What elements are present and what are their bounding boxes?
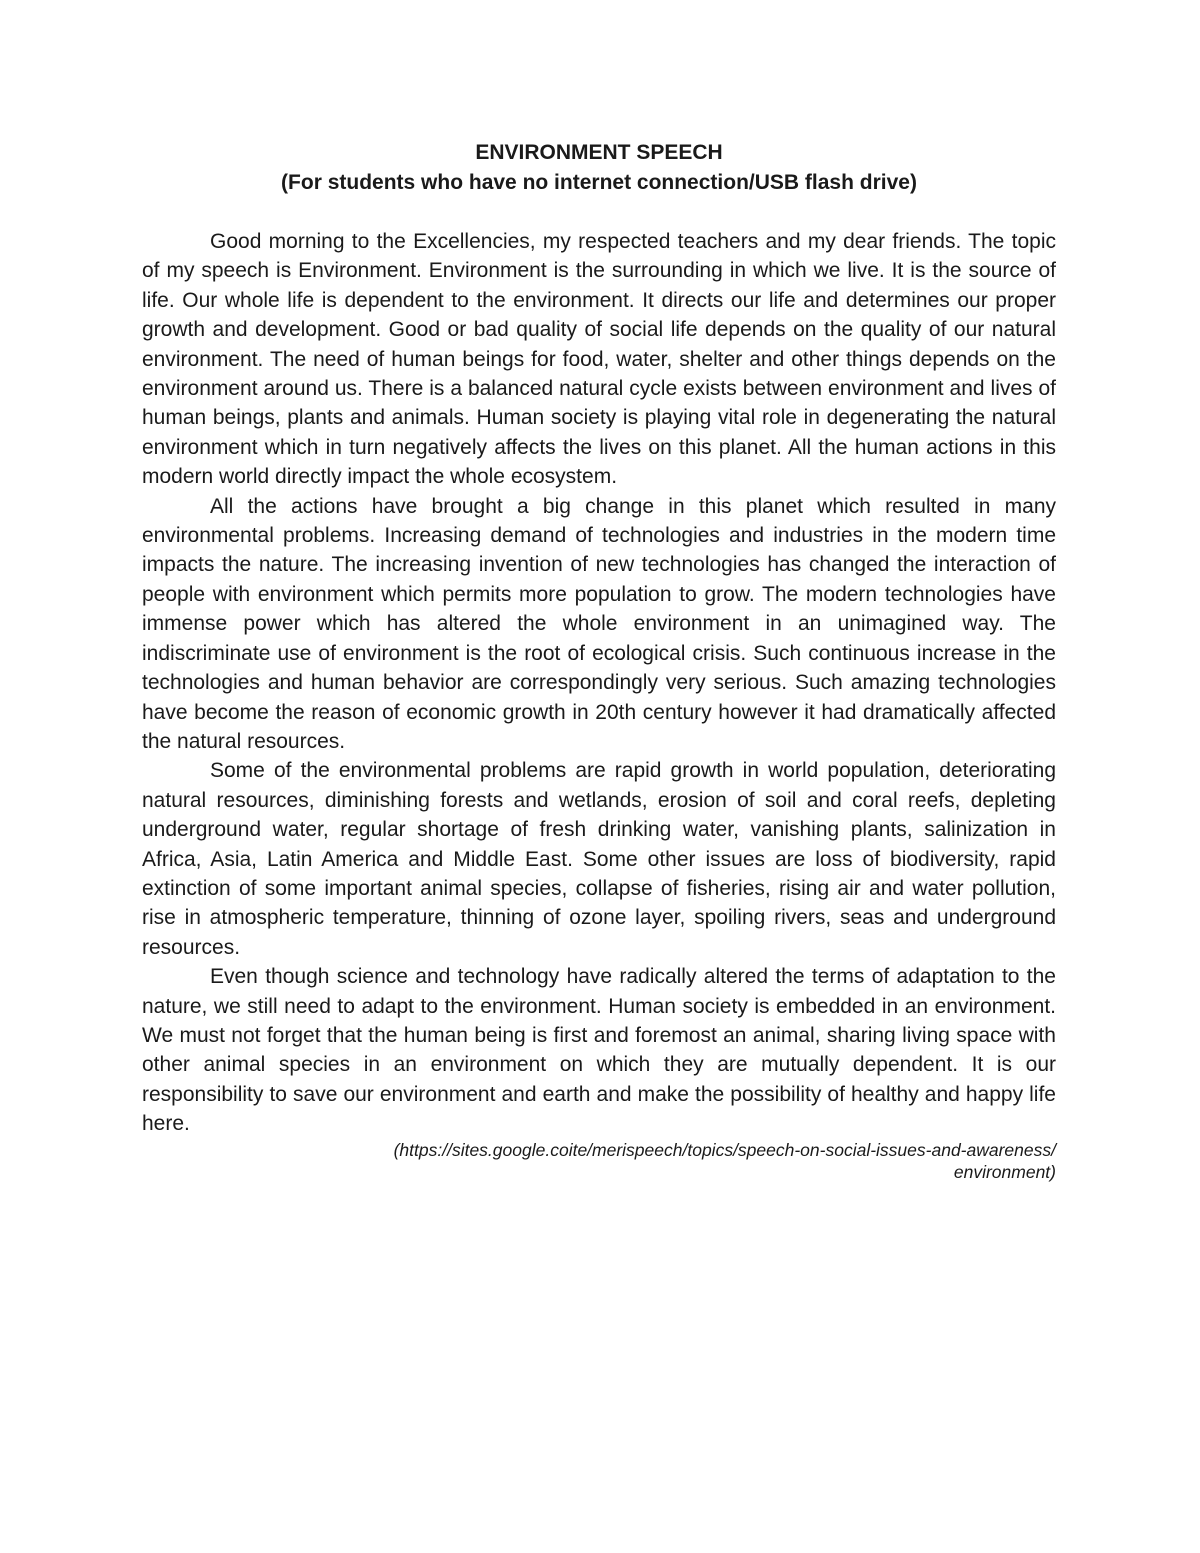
document-page bbox=[142, 138, 1056, 1183]
paragraph-1: Good morning to the Excellencies, my respected teachers and my dear friends. The topic of my speech is Environment. Environment is the surrounding in which we live. It is the source of life. Our whole life is dependent to the environment. It directs our life and determines our proper growth and development. Good or bad quality of social life depends on the quality of our natural environment. The need of human beings for food, water, shelter and other things depends on the environment around us. There is a balanced natural cycle exists between environment and lives of human beings, plants and animals. Human society is playing vital role in degenerating the natural environment which in turn negatively affects the lives on this planet. All the human actions in this modern world directly impact the whole ecosystem. bbox=[142, 230, 1056, 489]
paragraph-2: All the actions have brought a big change in this planet which resulted in many environmental problems. Increasing demand of technologies and industries in the modern time impacts the nature. The increasing invention of new technologies has changed the interaction of people with environment which permits more population to grow. The modern technologies have immense power which has altered the whole environment in an unimagined way. The indiscriminate use of environment is the root of ecological crisis. Such continuous increase in the technologies and human behavior are correspondingly very serious. Such amazing technologies have become the reason of economic growth in 20th century however it had dramatically affected the natural resources. bbox=[142, 494, 1056, 753]
citation-line-2: environment) bbox=[953, 1161, 1056, 1182]
document-title: ENVIRONMENT SPEECH bbox=[475, 141, 723, 164]
paragraph-4: Even though science and technology have radically altered the terms of adaptation to the nature, we still need to adapt to the environment. Human society is embedded in an environment. We must not forget that the human being is first and foremost an animal, sharing living space with other animal species in an environment on which they are mutually dependent. It is our responsibility to save our environment and earth and make the possibility of healthy and happy life here. bbox=[142, 965, 1056, 1136]
source-citation bbox=[142, 1139, 1056, 1183]
document-subtitle: (For students who have no internet connection/USB flash drive) bbox=[281, 171, 917, 194]
citation-line-1: (https://sites.google.coite/merispeech/topics/speech-on-social-issues-and-awareness/ bbox=[393, 1139, 1056, 1160]
paragraph-3: Some of the environmental problems are rapid growth in world population, deteriorating natural resources, diminishing forests and wetlands, erosion of soil and coral reefs, depleting underground water, regular shortage of fresh drinking water, vanishing plants, salinization in Africa, Asia, Latin America and Middle East. Some other issues are loss of biodiversity, rapid extinction of some important animal species, collapse of fisheries, rising air and water pollution, rise in atmospheric temperature, thinning of ozone layer, spoiling rivers, seas and underground resources. bbox=[142, 759, 1056, 959]
